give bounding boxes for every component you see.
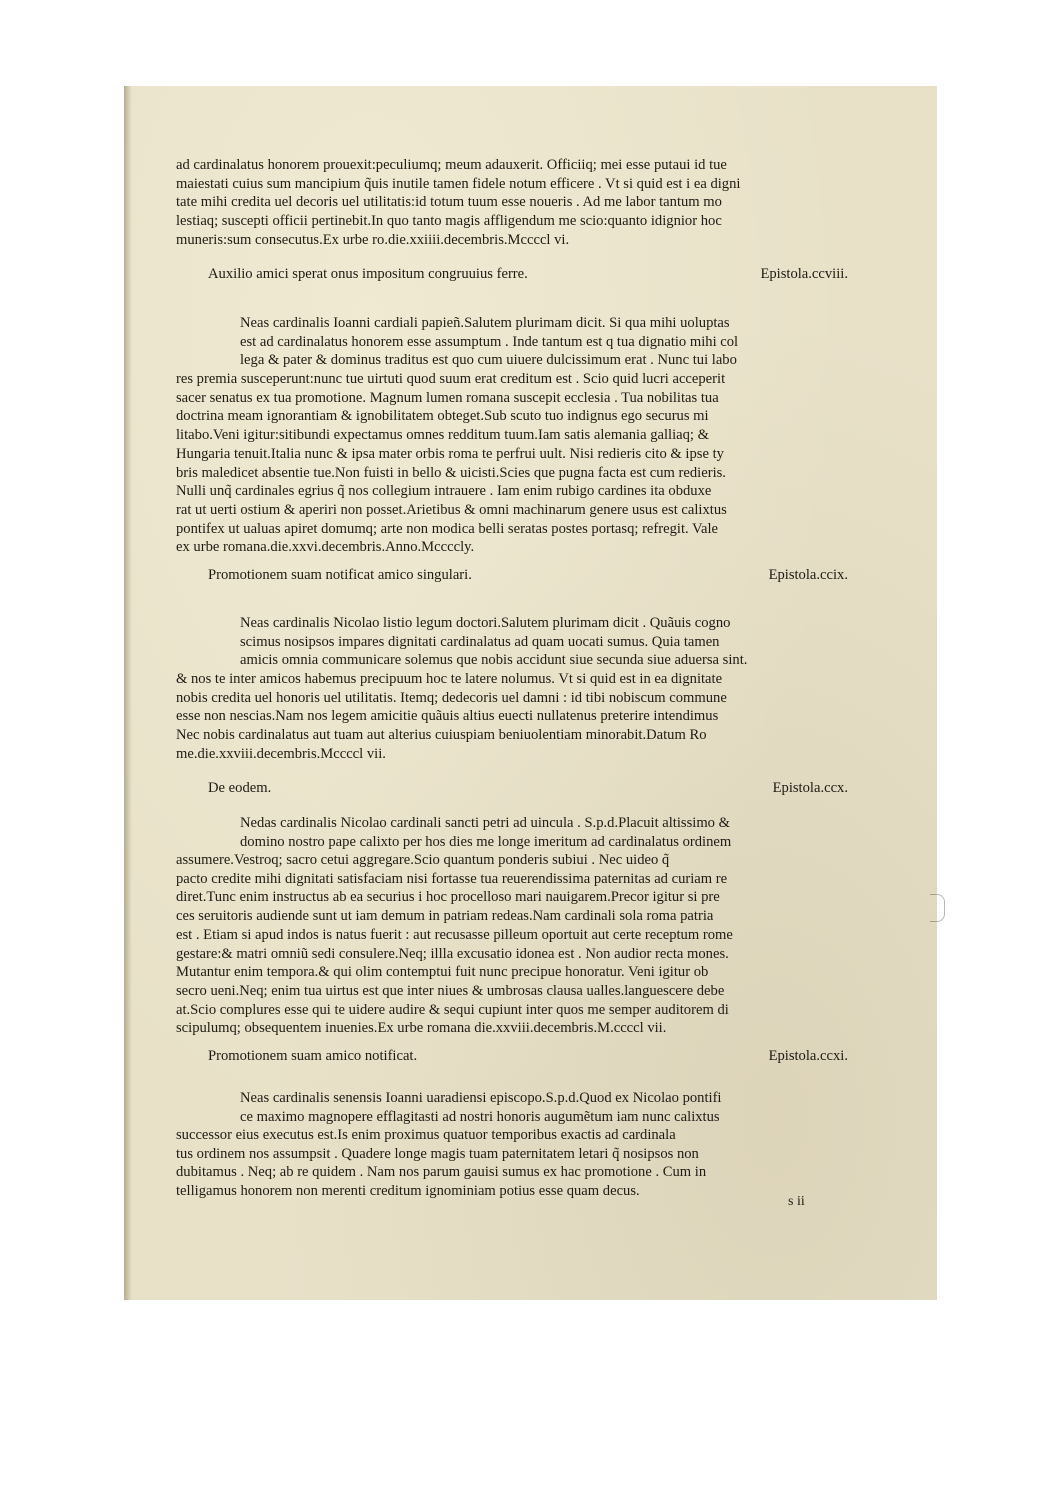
text-line: ces seruitoris audiende sunt ut iam demum in patriam redeas.Nam cardinali sola roma patria [176,908,714,925]
letter-body-ccviii [240,314,856,370]
letter-body-ccix [240,614,856,670]
text-line: Nedas cardinalis Nicolao cardinali sancti petri ad uincula . S.p.d.Placuit altissimo & [240,815,730,831]
letter-body-ccxi [240,1089,856,1126]
signature-mark: s ii [788,1194,805,1209]
book-page [124,86,937,1300]
heading-title: De eodem. [208,780,272,796]
letter-body-ccx [240,814,856,851]
epistola-number: Epistola.ccxi. [768,1048,848,1064]
text-line: lega & pater & dominus traditus est quo cum uiuere dulcissimum erat . Nunc tui labo [240,352,737,369]
text-line: Hungaria tenuit.Italia nunc & ipsa mater orbis roma te perfrui uult. Nisi redieris cito & ipse ty [176,445,724,462]
text-line: Neas cardinalis senensis Ioanni uaradiensi episcopo.S.p.d.Quod ex Nicolao pontifi [240,1090,722,1106]
text-line: domino nostro pape calixto per hos dies me longe imeritum ad cardinalatus ordinem [240,833,732,850]
text-line: esse non nescias.Nam nos legem amicitie quãuis altius euecti nullatenus preterire intendimus [176,708,719,725]
letter-body-ccx-cont [176,851,856,1038]
text-line: doctrina meam ignorantiam & ignobilitatem obteget.Sub scuto tuo indignus ego securus mi [176,408,709,425]
text-line: maiestati cuius sum mancipium q̃uis inutile tamen fidele notum efficere . Vt si quid est i ea digni [176,175,741,192]
text-line: scimus nosipsos impares dignitati cardinalatus ad quam uocati sumus. Quia tamen [240,633,720,650]
heading-title: Promotionem suam notificat amico singulari. [208,567,472,583]
text-line: Nec nobis cardinalatus aut tuam aut alterius cuiuspiam beniuolentiam minorabit.Datum Ro [176,727,707,744]
text-line: ad cardinalatus honorem prouexit:peculiumq; meum adauxerit. Officiiq; mei esse putaui id tue [176,157,727,173]
text-line: assumere.Vestroq; sacro cetui aggregare.Scio quantum ponderis subiui . Nec uideo q̃ [176,852,670,868]
epistola-number: Epistola.ccx. [772,780,848,796]
letter-body-ccviii-cont [176,370,856,557]
text-line: est . Etiam si apud indos is natus fuerit : aut recusasse pilleum oportuit aut certe receptum rome [176,926,733,943]
text-line: Mutantur enim tempora.& qui olim contemptui fuit nunc precipue honoratur. Veni igitur ob [176,964,709,981]
text-line: telligamus honorem non merenti creditum ignominiam potius esse quam decus. [176,1183,640,1200]
text-line: litabo.Veni igitur:sitibundi expectamus omnes redditum tuum.Iam satis alemania galliaq; & [176,427,709,444]
text-line: ce maximo magnopere efflagitasti ad nostri honoris augumẽtum iam nunc calixtus [240,1108,720,1125]
text-line: tate mihi credita uel decoris uel utilitatis:id totum tuum esse noueris . Ad me labor tantum mo [176,194,722,211]
text-line: lestiaq; suscepti officii pertinebit.In quo tanto magis affligendum me scio:quanto idignior hoc [176,213,722,230]
text-line: scipulumq; obsequentem inuenies.Ex urbe romana die.xxviii.decembris.M.ccccl vii. [176,1020,667,1037]
text-line: muneris:sum consecutus.Ex urbe ro.die.xxiiii.decembris.Mccccl vi. [176,231,570,248]
text-line: pacto credite mihi dignitati satisfaciam nisi fortasse tua reuerendissima paternitas ad curiam re [176,870,728,887]
epistola-number: Epistola.ccix. [768,567,848,583]
text-line: successor eius executus est.Is enim proximus quatuor temporibus exactis ad cardinala [176,1127,676,1143]
text-line: Nulli unq̃ cardinales egrius q̃ nos collegium intrauere . Iam enim rubigo cardines ita obduxe [176,483,712,500]
letter-heading-ccix [208,567,848,587]
text-line: & nos te inter amicos habemus precipuum hoc te latere nolumus. Vt si quid est in ea dignitate [176,671,723,687]
text-line: est ad cardinalatus honorem esse assumptum . Inde tantum est q tua dignatio mihi col [240,333,739,350]
text-line: pontifex ut ualuas apiret domumq; arte non modica belli seratas postes portasq; refregit. Vale [176,520,718,537]
letter-body-ccix-cont [176,670,856,764]
text-line: Neas cardinalis Nicolao listio legum doctori.Salutem plurimam dicit . Quãuis cogno [240,615,731,631]
text-line: Neas cardinalis Ioanni cardiali papieñ.Salutem plurimam dicit. Si qua mihi uoluptas [240,315,730,331]
epistola-number: Epistola.ccviii. [760,266,848,282]
text-line: gestare:& matri omniũ sedi consulere.Neq; illla excusatio idonea est . Non audior recta mones. [176,945,729,962]
text-line: nobis credita uel honoris uel utilitatis. Itemq; dedecoris uel damni : id tibi nobiscum commune [176,689,727,706]
text-line: rat ut uerti ostium & aperiri non posset.Arietibus & omni machinarum genere usus est calixtus [176,501,727,518]
margin-bracket-mark [930,894,945,922]
text-line: bris maledicet absentie tue.Non fuisti in bello & uicisti.Scies que pugna facta est cum redieris. [176,464,726,481]
text-line: sacer senatus ex tua promotione. Magnum lumen romana suscepit ecclesia . Tua nobilitas tua [176,389,719,406]
letter-heading-ccviii [208,266,848,286]
text-line: me.die.xxviii.decembris.Mccccl vii. [176,745,386,762]
letter-body-ccxi-cont [176,1126,856,1201]
text-line: diret.Tunc enim instructus ab ea securius i hoc procelloso mari nauigarem.Precor igitur si pre [176,889,720,906]
text-line: at.Scio complures esse qui te uidere audire & sequi cupiunt inter quos me semper auditorem di [176,1001,729,1018]
text-line: res premia susceperunt:nunc tue uirtuti quod suum erat creditum est . Scio quid lucri acceperit [176,371,726,387]
text-line: tus ordinem nos assumpsit . Quadere longe magis tuam paternitatem letari q̃ nosipsos non [176,1145,699,1162]
text-line: amicis omnia communicare solemus que nobis accidunt siue secunda siue aduersa sint. [240,652,748,669]
text-line: secro ueni.Neq; enim tua uirtus est que inter niues & umbrosas clausa ualles.languescere debe [176,982,725,999]
letter-heading-ccx [208,780,848,800]
letter-heading-ccxi [208,1048,848,1068]
heading-title: Promotionem suam amico notificat. [208,1048,418,1064]
letter-ending-text [176,156,856,250]
heading-title: Auxilio amici sperat onus impositum congruuius ferre. [208,266,528,282]
text-line: ex urbe romana.die.xxvi.decembris.Anno.Mccccly. [176,539,475,556]
text-line: dubitamus . Neq; ab re quidem . Nam nos parum gauisi sumus ex hac promotione . Cum in [176,1164,707,1181]
